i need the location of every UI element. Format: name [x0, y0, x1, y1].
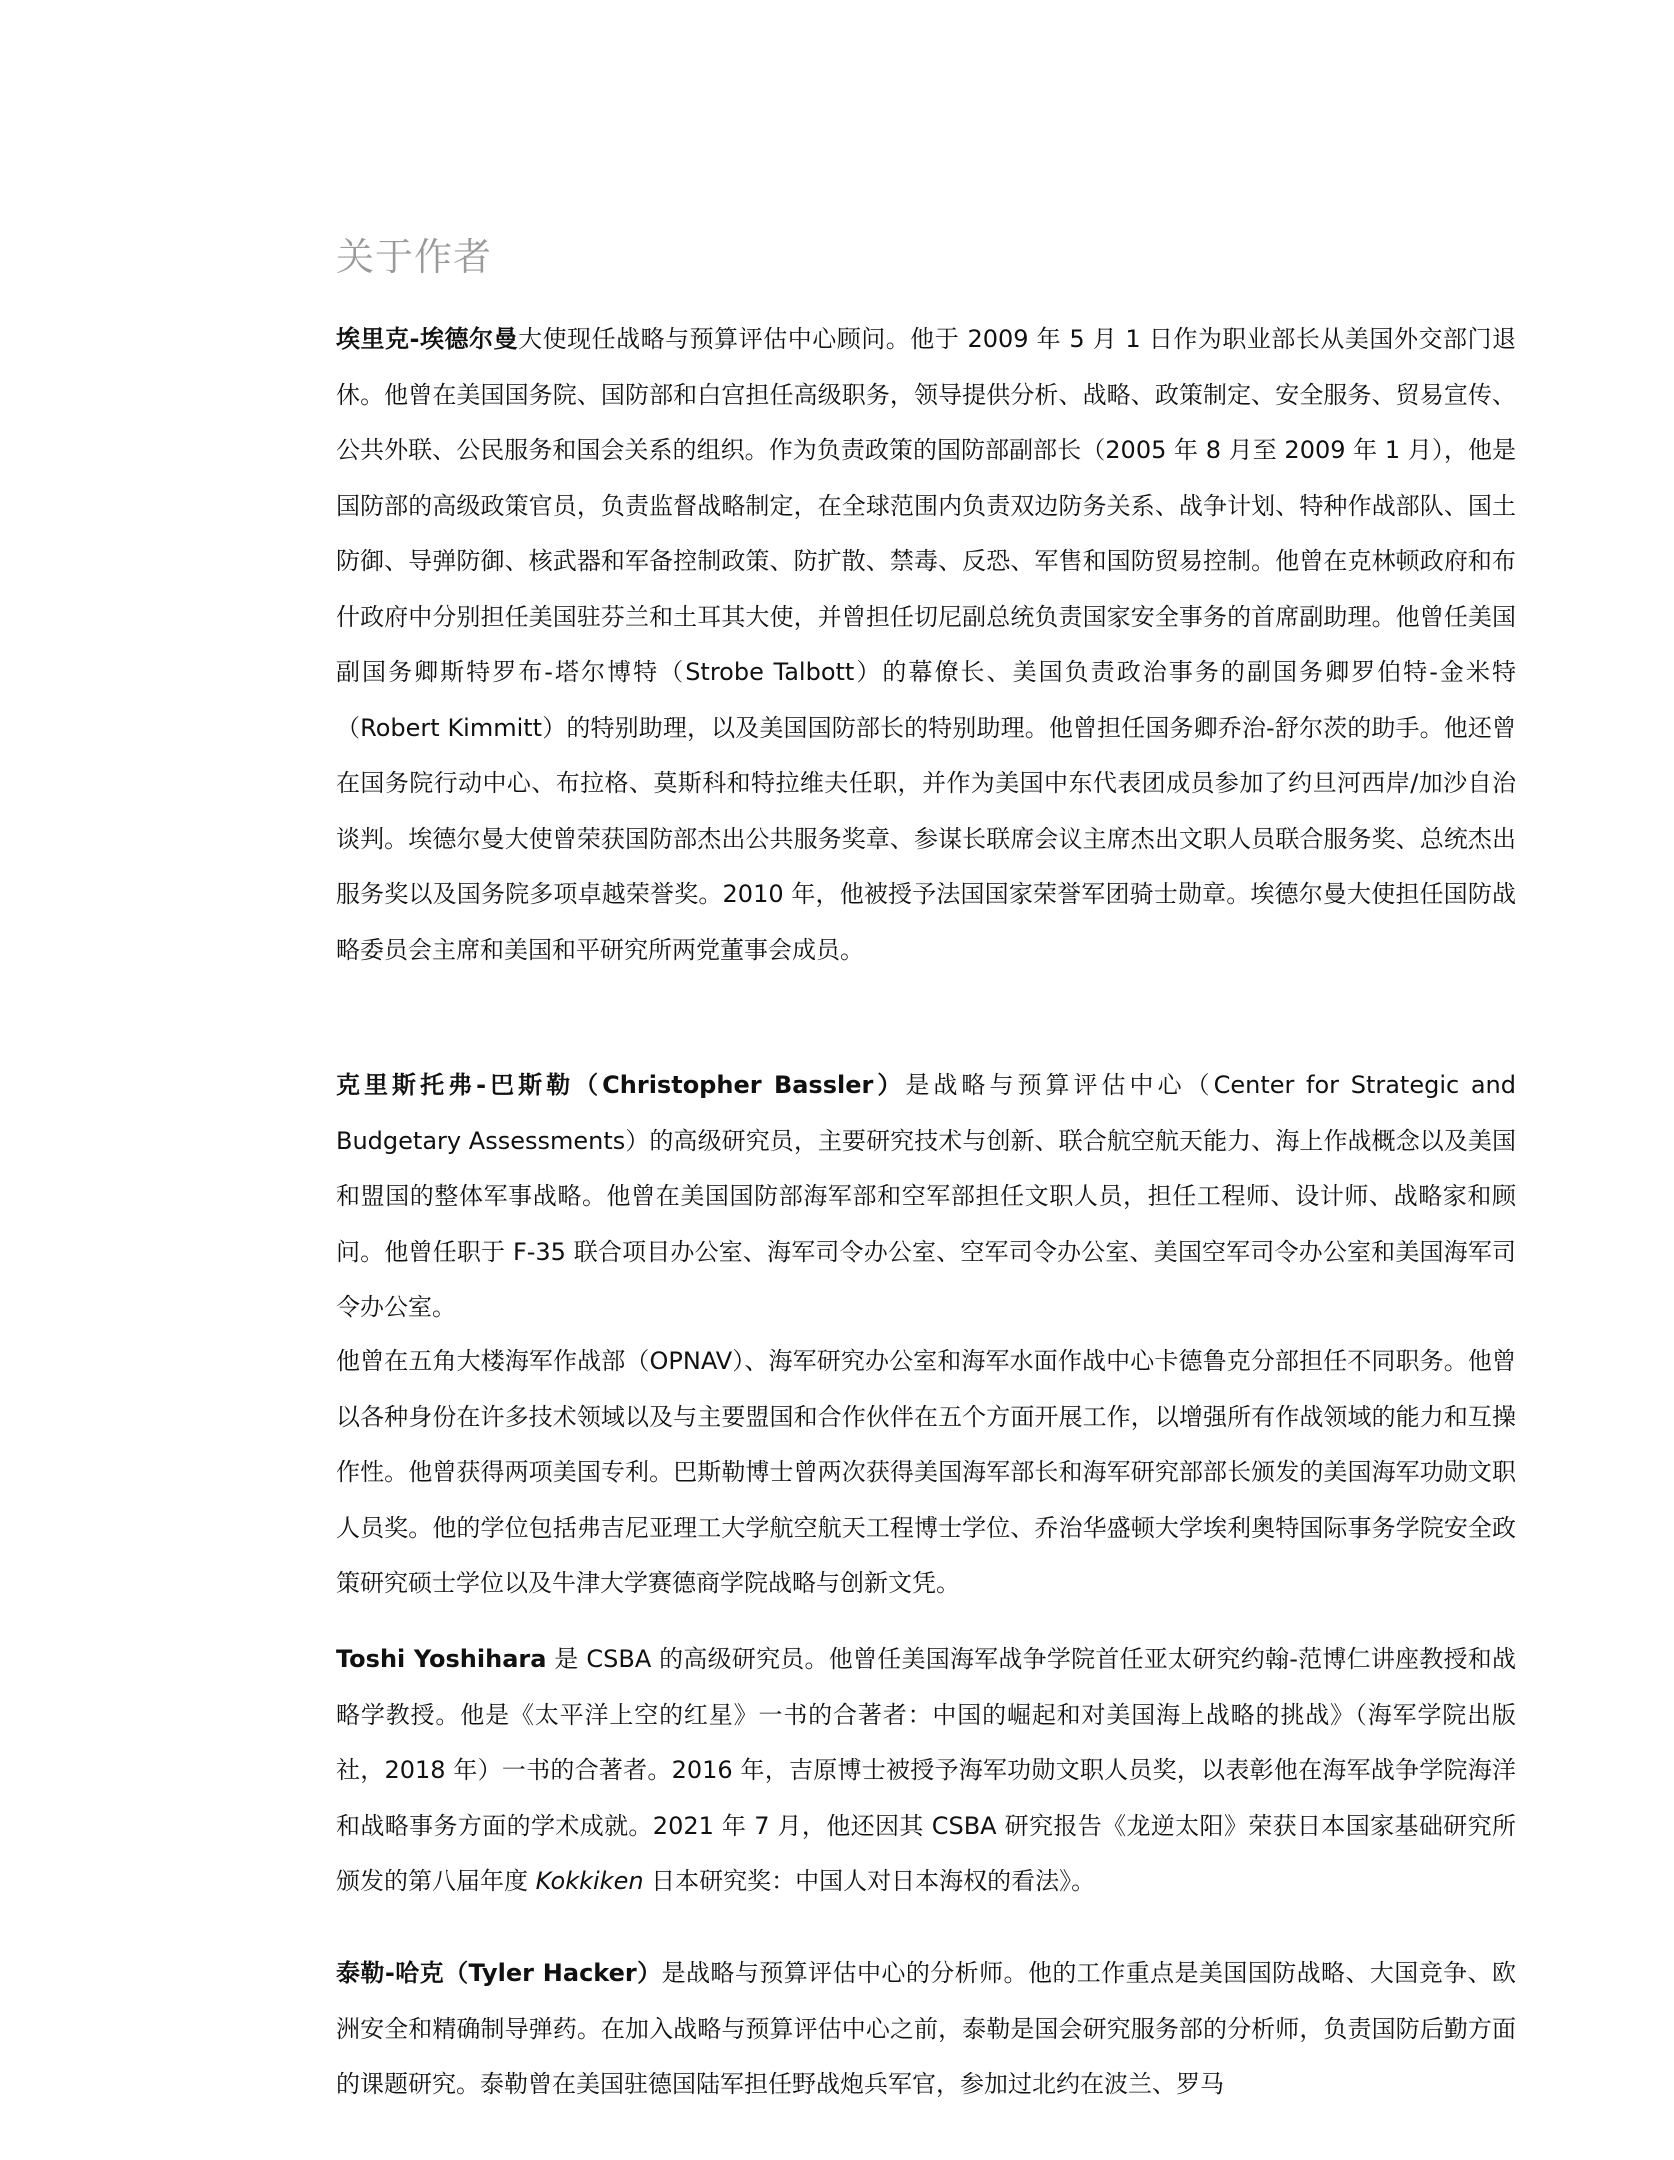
author-name: 泰勒-哈克（Tyler Hacker） [336, 1959, 662, 1987]
award-name: Kokkiken [535, 1867, 644, 1895]
author-bio-text: 是战略与预算评估中心（Center for Strategic and Budgetary Assessments）的高级研究员，主要研究技术与创新、联合航空航天能力、海上作战概念以及美国和盟国的整体军事战略。他曾在美国国防部海军部和空军部担任文职人员，担任工程师、设计师、战略家和顾问。他曾任职于 F-35 联合项目办公室、海军司令办公室、空军司令办公室、美国空军司令办公室和美国海军司令办公室。 [336, 1071, 1516, 1321]
section-heading: 关于作者 [336, 235, 493, 279]
author-name: 克里斯托弗-巴斯勒（Christopher Bassler） [336, 1071, 906, 1099]
author-name: Toshi Yoshihara [336, 1645, 547, 1673]
author-bio-text: 是 CSBA 的高级研究员。他曾任美国海军战争学院首任亚太研究约翰-范博仁讲座教授和战略学教授。他是《太平洋上空的红星》一书的合著者：中国的崛起和对美国海上战略的挑战》（海军学院出版社，2018 年）一书的合著者。2016 年，吉原博士被授予海军功勋文职人员奖，以表彰他在海军战争学院海洋和战略事务方面的学术成就。2021 年 7 月，他还因其 CSBA 研究报告《龙逆太阳》荣获日本国家基础研究所颁发的第八届年度 [336, 1645, 1516, 1895]
author-bio-bassler-continued [336, 1334, 1516, 1612]
author-bio-text: 日本研究奖：中国人对日本海权的看法》。 [643, 1867, 1096, 1895]
author-bio-text: 是战略与预算评估中心的分析师。他的工作重点是美国国防战略、大国竞争、欧洲安全和精确制导弹药。在加入战略与预算评估中心之前，泰勒是国会研究服务部的分析师，负责国防后勤方面的课题研究。泰勒曾在美国驻德国陆军担任野战炮兵军官，参加过北约在波兰、罗马 [336, 1959, 1516, 2098]
author-name: 埃里克-埃德尔曼 [336, 325, 519, 353]
author-bio-yoshihara [336, 1632, 1516, 1910]
author-bio-text: 他曾在五角大楼海军作战部（OPNAV）、海军研究办公室和海军水面作战中心卡德鲁克分部担任不同职务。他曾以各种身份在许多技术领域以及与主要盟国和合作伙伴在五个方面开展工作，以增强所有作战领域的能力和互操作性。他曾获得两项美国专利。巴斯勒博士曾两次获得美国海军部长和海军研究部部长颁发的美国海军功勋文职人员奖。他的学位包括弗吉尼亚理工大学航空航天工程博士学位、乔治华盛顿大学埃利奥特国际事务学院安全政策研究硕士学位以及牛津大学赛德商学院战略与创新文凭。 [336, 1347, 1516, 1597]
author-bio-hacker [336, 1946, 1516, 2113]
author-bio-edelman [336, 312, 1516, 978]
author-bio-text: 大使现任战略与预算评估中心顾问。他于 2009 年 5 月 1 日作为职业部长从美国外交部门退休。他曾在美国国务院、国防部和白宫担任高级职务，领导提供分析、战略、政策制定、安全服务、贸易宣传、公共外联、公民服务和国会关系的组织。作为负责政策的国防部副部长（2005 年 8 月至 2009 年 1 月），他是国防部的高级政策官员，负责监督战略制定，在全球范围内负责双边防务关系、战争计划、特种作战部队、国土防御、导弹防御、核武器和军备控制政策、防扩散、禁毒、反恐、军售和国防贸易控制。他曾在克林顿政府和布什政府中分别担任美国驻芬兰和土耳其大使，并曾担任切尼副总统负责国家安全事务的首席副助理。他曾任美国副国务卿斯特罗布-塔尔博特（Strobe Talbott）的幕僚长、美国负责政治事务的副国务卿罗伯特-金米特（Robert Kimmitt）的特别助理，以及美国国防部长的特别助理。他曾担任国务卿乔治-舒尔茨的助手。他还曾在国务院行动中心、布拉格、莫斯科和特拉维夫任职，并作为美国中东代表团成员参加了约旦河西岸/加沙自治谈判。埃德尔曼大使曾荣获国防部杰出公共服务奖章、参谋长联席会议主席杰出文职人员联合服务奖、总统杰出服务奖以及国务院多项卓越荣誉奖。2010 年，他被授予法国国家荣誉军团骑士勋章。埃德尔曼大使担任国防战略委员会主席和美国和平研究所两党董事会成员。 [336, 325, 1516, 964]
author-bio-bassler [336, 1058, 1516, 1336]
